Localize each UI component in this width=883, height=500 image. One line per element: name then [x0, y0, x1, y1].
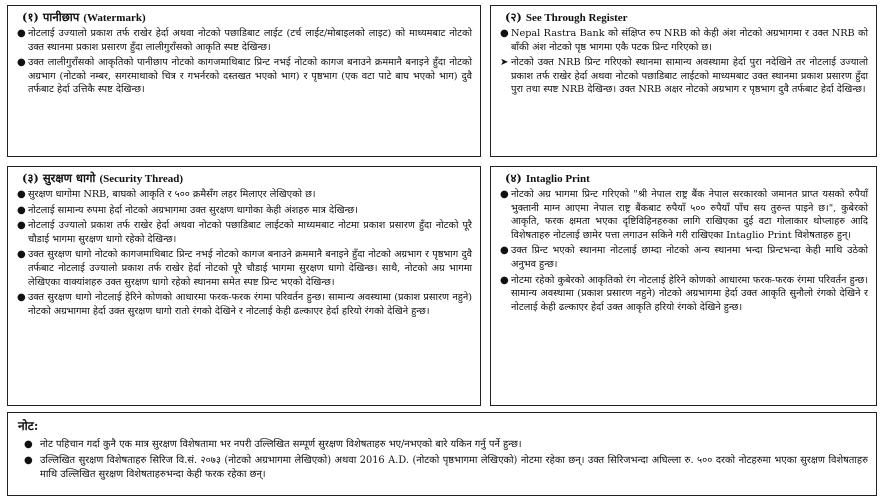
- list-item: ● नोट पहिचान गर्दा कुनै एक मात्र सुरक्षण विशेषतामा भर नपरी उल्लिखित सम्पूर्ण सुरक्षण विशेषताहरु भए/नभएको बारे यकिन गर्नु पर्ने हुन्छ।: [24, 439, 522, 450]
- list-item: ➤ नोटको उक्त NRB प्रिन्ट गरिएको स्थानमा सामान्य अवस्थामा हेर्दा पुरा नदेखिने तर नोटलाई उज्यालो प्रकाश तर्फ राखेर हेर्दा अथवा नोटको पछाडिबाट लाईटको माध्यमबाट उक्त स्थानमा प्रकाश प्रसारण हुँदा पुरा तथा स्पष्ट NRB देखिन्छ। उक्त NRB अक्षर नोटको अग्रभाग र पृष्ठभाग दुवै तर्फबाट हेर्दा देखिन्छ।: [500, 57, 868, 96]
- bullet-icon: ●: [500, 245, 509, 257]
- bullet-icon: ●: [17, 57, 26, 69]
- note-title: नोट:: [18, 419, 39, 433]
- bullet-icon: ●: [500, 274, 509, 286]
- list-item: ● उक्त लालीगुराँसको आकृतिको पानीछाप नोटको कागजमाथिबाट प्रिन्ट नभई नोटको कागज बनाउने क्रममानै बनाइने हुँदा नोटको अग्रभाग (नोटको नम्बर, सगरमाथाको चित्र र गभर्नरको दस्तखत भएको भाग) र पृष्ठभाग (एक वटा पाटे बाघ भएको भाग) दुवै तर्फबाट हेर्दा उत्तिकै स्पष्ट देखिन्छ।: [17, 57, 472, 96]
- section-title: [22, 171, 472, 186]
- list-item: ● नोटलाई सामान्य रुपमा हेर्दा नोटको अग्रभागमा उक्त सुरक्षण धागोका केही अंशहरु मात्र देखिन्छ।: [17, 204, 358, 216]
- bullet-icon: ●: [500, 189, 509, 200]
- title-en: See Through Register: [525, 12, 628, 24]
- bullet-list: [499, 27, 868, 97]
- bullet-icon: ●: [17, 220, 26, 232]
- title-en: (Watermark): [83, 12, 146, 24]
- bullet-icon: ●: [17, 204, 26, 216]
- intaglio-section: [490, 166, 877, 406]
- list-item: ● नोटलाई उज्यालो प्रकाश तर्फ राखेर हेर्दा अथवा नोटको पछाडिबाट लाईटको माध्यमबाट नोटमा प्रकाश प्रसारण हुँदा नोटको पूरै चौडाई भागमा सुरक्षण धागो रहेको देखिन्छ।: [17, 220, 472, 245]
- list-item: ● उक्त सुरक्षण धागो नोटलाई हेरिने कोणको आधारमा फरक-फरक रंगमा परिवर्तन हुन्छ। सामान्य अवस्थामा (प्रकाश प्रसारण नहुने) नोटको अग्रभागमा हेर्दा उक्त सुरक्षण धागो रातो रंगको देखिने र नोटलाई केही ढल्काएर हेर्दा हरियो रंगको देखिने हुन्छ।: [17, 292, 472, 317]
- bullet-icon: ➤: [500, 57, 509, 69]
- bullet-icon: ●: [17, 189, 26, 200]
- list-item: ● नोटमा रहेको कुबेरको आकृतिको रंग नोटलाई हेरिने कोणको आधारमा फरक-फरक रंगमा परिवर्तन हुन्छ। सामान्य अवस्थामा (प्रकाश प्रसारण नहुने) नोटको अग्रभागमा हेर्दा उक्त आकृति सुनौलो रंगको देखिने र नोटलाई केही ढल्काएर हेर्दा उक्त आकृति हरियो रंगको देखिने हुन्छ।: [500, 274, 868, 313]
- list-item: ● उक्त सुरक्षण धागो नोटको कागजमाथिबाट प्रिन्ट नभई नोटको कागज बनाउने क्रममानै बनाइने हुँदा नोटको अग्रभाग र पृष्ठभाग दुवै तर्फबाट नोटलाई उज्यालो प्रकाश तर्फ राखेर हेर्दा नोटको पूरै चौडाई भागमा सुरक्षण धागो देखिन्छ। साथै, नोटको अग्र भागमा लेखिएका वाक्यांशहरु उक्त सुरक्षण धागो रहेको स्थानमा समेत स्पष्ट प्रिन्ट भएको देखिन्छ।: [17, 249, 472, 288]
- section-title: [22, 10, 472, 25]
- title-en: (Security Thread): [99, 173, 184, 185]
- bullet-list: [16, 27, 472, 97]
- bullet-icon: ●: [17, 292, 26, 304]
- section-title: [505, 10, 868, 25]
- title-np: (४): [505, 171, 522, 185]
- title-en: Intaglio Print: [525, 173, 590, 185]
- bullet-icon: ●: [17, 249, 26, 261]
- title-np: (३) सुरक्षण धागो: [22, 171, 96, 185]
- bullet-icon: ●: [24, 455, 33, 466]
- bullet-icon: ●: [500, 28, 509, 39]
- title-np: (१) पानीछाप: [22, 10, 80, 24]
- list-item: ● Nepal Rastra Bank को संक्षिप्त रुप NRB को केही अंश नोटको अग्रभागमा र उक्त NRB को बाँकी अंश नोटको पृष्ठ भागमा एकै पटक प्रिन्ट गरिएको छ।: [500, 28, 868, 53]
- see-through-section: [490, 5, 877, 157]
- list-item: ● उल्लिखित सुरक्षण विशेषताहरु सिरिज वि.सं. २०७३ (नोटको अग्रभागमा लेखिएको) अथवा 2016 A.D. (नोटको पृष्ठभागमा लेखिएको) नोटमा रहेका छन्। उक्त सिरिजभन्दा अघिल्ला रु. ५०० दरको नोटहरुमा भएका सुरक्षण विशेषताहरु माथि उल्लिखित सुरक्षण विशेषताहरुभन्दा केही फरक रहेका छन्।: [24, 455, 868, 480]
- bullet-list: [16, 438, 868, 482]
- bullet-icon: ●: [24, 439, 33, 450]
- bullet-list: [16, 188, 472, 318]
- security-thread-section: [7, 166, 481, 406]
- bullet-icon: ●: [17, 28, 26, 39]
- list-item: ● नोटको अग्र भागमा प्रिन्ट गरिएको "श्री नेपाल राष्ट्र बैंक नेपाल सरकारको जमानत प्राप्त यसको रुपैयाँ भुक्तानी माग्न आएमा नेपाल राष्ट्र बैंकबाट रुपैयाँ ५०० रुपैयाँ पाँच सय तुरुन्त पाइने छ।", कुबेरको आकृति, फरक क्षमता भएका दृष्टिविहिनहरुका लागि राखिएका दुई वटा गोलाकार थोप्लाहरु आदि विशेषताहरु नोटलाई छामेर पत्ता लगाउन सकिने गरी राखिएका Intaglio Print विशेषताहरु हुन्।: [500, 189, 868, 241]
- bullet-list: [499, 188, 868, 314]
- title-np: (२): [505, 10, 522, 24]
- list-item: ● नोटलाई उज्यालो प्रकाश तर्फ राखेर हेर्दा अथवा नोटको पछाडिबाट लाईट (टर्च लाईट/मोबाइलको लाइट) को माध्यमबाट नोटको उक्त स्थानमा प्रकाश प्रसारण हुँदा लालीगुराँसको आकृति स्पष्ट देखिन्छ।: [17, 28, 472, 53]
- section-title: [505, 171, 868, 186]
- list-item: ● उक्त प्रिन्ट भएको स्थानमा नोटलाई छाम्दा नोटको अन्य स्थानमा भन्दा प्रिन्टभन्दा केही माथि उठेको अनुभव हुन्छ।: [500, 245, 868, 270]
- watermark-section: [7, 5, 481, 157]
- note-section: [7, 412, 877, 496]
- list-item: ● सुरक्षण धागोमा NRB, बाघको आकृति र ५०० क्रमैसँग लहर मिलाएर लेखिएको छ।: [17, 189, 316, 200]
